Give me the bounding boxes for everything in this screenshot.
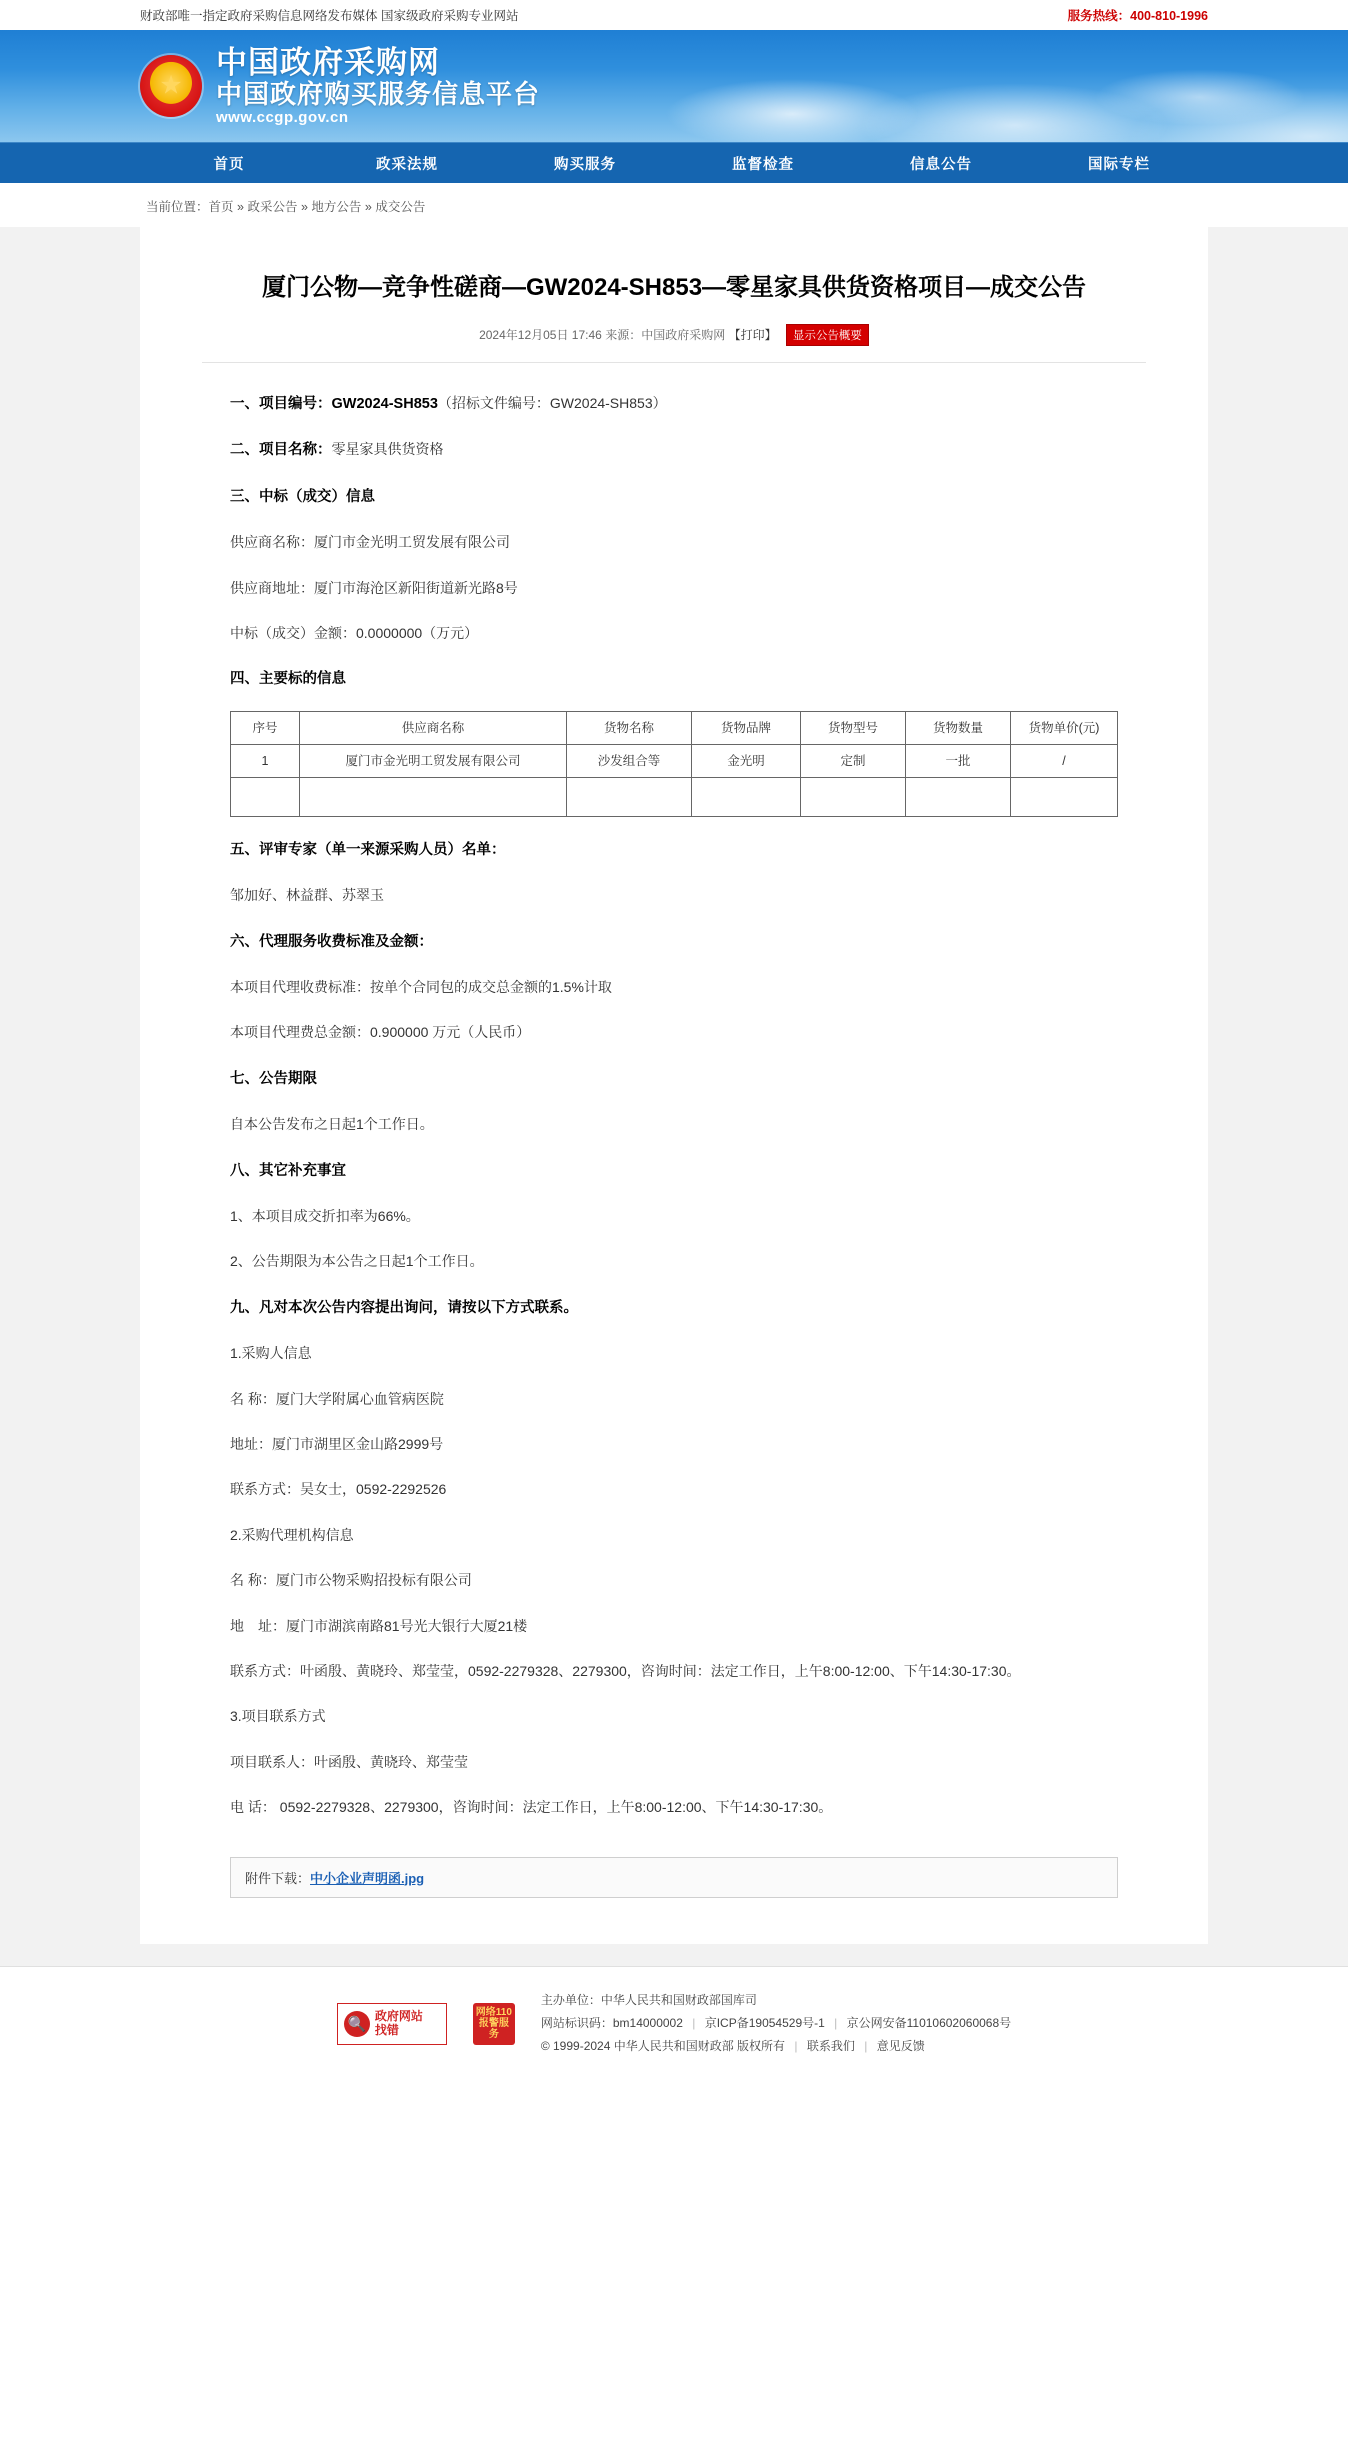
police-record-link[interactable]: 京公网安备11010602060068号 — [846, 2015, 1012, 2030]
breadcrumb-item-announcements[interactable]: 政采公告 — [247, 200, 298, 214]
cell-quantity — [906, 777, 1011, 816]
top-bar — [0, 0, 1348, 30]
copyright: © 1999-2024 中华人民共和国财政部 版权所有 — [540, 2039, 786, 2054]
award-amount: 中标（成交）金额：0.0000000（万元） — [230, 624, 479, 641]
site-name-primary: 中国政府采购网 — [216, 44, 440, 80]
site-banner — [0, 30, 1348, 142]
agency-address: 地 址：厦门市湖滨南路81号光大银行大厦21楼 — [230, 1617, 528, 1634]
table-header-row — [231, 711, 1118, 744]
agency-fee-standard: 本项目代理收费标准：按单个合同包的成交总金额的1.5%计取 — [230, 978, 612, 995]
footer-info — [541, 1989, 1011, 2059]
section-1 — [230, 389, 1118, 419]
section-3-title: 三、中标（成交）信息 — [230, 488, 375, 505]
cell-quantity: 一批 — [906, 744, 1011, 777]
cell-goods-name: 沙发组合等 — [567, 744, 692, 777]
top-bar-slogan: 财政部唯一指定政府采购信息网络发布媒体 国家级政府采购专业网站 — [140, 9, 519, 23]
project-name: 零星家具供货资格 — [331, 441, 444, 458]
section-2-title: 二、项目名称： — [230, 442, 332, 459]
publish-date: 2024年12月05日 17:46 — [479, 327, 602, 342]
cell-model — [801, 777, 906, 816]
breadcrumb-item-local[interactable]: 地方公告 — [311, 200, 362, 214]
nav-item-international[interactable]: 国际专栏 — [1088, 156, 1150, 173]
nav-item-supervision[interactable]: 监督检查 — [732, 156, 794, 173]
magnifier-icon: 🔍 — [344, 2011, 370, 2037]
nav-item-purchase-service[interactable]: 购买服务 — [554, 156, 616, 173]
cell-goods-name — [567, 777, 692, 816]
site-footer — [0, 1966, 1348, 2085]
cell-index: 1 — [231, 744, 300, 777]
agency-contact: 联系方式：叶函殷、黄晓玲、郑莹莹，0592-2279328、2279300，咨询时间：法定工作日，上午8:00-12:00、下午14:30-17:30。 — [230, 1662, 1021, 1679]
section-5-title: 五、评审专家（单一来源采购人员）名单： — [230, 841, 506, 858]
gov-website-report-badge[interactable] — [337, 2003, 447, 2045]
col-index: 序号 — [231, 711, 300, 744]
footer-sep-4: | — [864, 2039, 868, 2054]
table-row — [231, 744, 1118, 777]
main-nav — [0, 142, 1348, 183]
section-1-title: 一、项目编号： — [230, 395, 332, 412]
project-code: GW2024-SH853 — [331, 395, 438, 412]
project-contact-person: 项目联系人：叶函殷、黄晓玲、郑莹莹 — [230, 1753, 468, 1770]
cell-brand — [692, 777, 801, 816]
supplement-item-1: 1、本项目成交折扣率为66%。 — [230, 1208, 420, 1225]
source-name: 中国政府采购网 — [641, 327, 726, 342]
breadcrumb-prefix: 当前位置： — [146, 200, 209, 214]
project-code-note: （招标文件编号：GW2024-SH853） — [437, 394, 667, 411]
project-contact-phone: 电 话： 0592-2279328、2279300，咨询时间：法定工作日，上午8:00-12:00、下午14:30-17:30。 — [230, 1799, 833, 1816]
section-6-title: 六、代理服务收费标准及金额： — [230, 933, 433, 950]
breadcrumb-sep-3: » — [364, 200, 372, 214]
col-model: 货物型号 — [801, 711, 906, 744]
col-brand: 货物品牌 — [692, 711, 801, 744]
site-id-value: bm14000002 — [612, 2015, 683, 2030]
cell-brand: 金光明 — [692, 744, 801, 777]
cell-unit-price: / — [1011, 744, 1118, 777]
section-2 — [230, 435, 1118, 465]
contact-us-link[interactable]: 联系我们 — [806, 2039, 855, 2054]
purchaser-info-head: 1.采购人信息 — [230, 1345, 312, 1362]
cell-index — [231, 777, 300, 816]
supplement-item-2: 2、公告期限为本公告之日起1个工作日。 — [230, 1253, 484, 1270]
site-url: www.ccgp.gov.cn — [216, 108, 349, 126]
icp-link[interactable]: 京ICP备19054529号-1 — [704, 2015, 825, 2030]
source-label: 来源： — [605, 327, 642, 342]
footer-sep-2: | — [834, 2015, 838, 2030]
purchaser-address: 地址：厦门市湖里区金山路2999号 — [230, 1436, 444, 1453]
breadcrumb — [140, 183, 1208, 227]
cell-supplier: 厦门市金光明工贸发展有限公司 — [300, 744, 567, 777]
agency-fee-amount: 本项目代理费总金额：0.900000 万元（人民币） — [230, 1024, 531, 1041]
project-contact-head: 3.项目联系方式 — [230, 1708, 326, 1725]
col-quantity: 货物数量 — [906, 711, 1011, 744]
nav-item-home[interactable]: 首页 — [213, 156, 245, 173]
host-unit: 主办单位：中华人民共和国财政部国库司 — [540, 1992, 757, 2007]
gov-badge-line1: 政府网站 — [374, 2008, 423, 2023]
cell-unit-price — [1011, 777, 1118, 816]
police-seal-icon[interactable]: 网络110 报警服务 — [473, 2003, 515, 2045]
col-unit-price: 货物单价(元) — [1011, 711, 1118, 744]
article-meta — [202, 324, 1146, 363]
section-8-title: 八、其它补充事宜 — [230, 1162, 346, 1179]
article-body — [202, 363, 1146, 1823]
page-title: 厦门公物—竞争性磋商—GW2024-SH853—零星家具供货资格项目—成交公告 — [261, 274, 1087, 301]
agency-name: 名 称：厦门市公物采购招投标有限公司 — [230, 1572, 472, 1589]
cell-model: 定制 — [801, 744, 906, 777]
breadcrumb-sep-1: » — [237, 200, 244, 214]
attachment-box — [230, 1857, 1118, 1898]
goods-table — [230, 711, 1118, 817]
service-hotline: 服务热线：400-810-1996 — [1067, 9, 1208, 23]
print-button[interactable]: 【打印】 — [728, 327, 777, 342]
notice-period: 自本公告发布之日起1个工作日。 — [230, 1116, 434, 1133]
section-7-title: 七、公告期限 — [230, 1070, 317, 1087]
purchaser-name: 名 称：厦门大学附属心血管病医院 — [230, 1390, 444, 1407]
nav-item-regulations[interactable]: 政采法规 — [376, 156, 438, 173]
section-9-title: 九、凡对本次公告内容提出询问，请按以下方式联系。 — [230, 1299, 578, 1316]
nav-item-announcements[interactable]: 信息公告 — [910, 156, 972, 173]
footer-sep-3: | — [794, 2039, 798, 2054]
national-emblem-icon — [140, 55, 202, 117]
section-4-title: 四、主要标的信息 — [230, 671, 346, 688]
cell-supplier — [300, 777, 567, 816]
site-id-label: 网站标识码： — [540, 2015, 613, 2030]
table-row — [231, 777, 1118, 816]
col-goods-name: 货物名称 — [567, 711, 692, 744]
show-summary-badge[interactable]: 显示公告概要 — [786, 324, 869, 346]
footer-sep-1: | — [692, 2015, 696, 2030]
site-name-secondary: 中国政府购买服务信息平台 — [216, 79, 541, 110]
col-supplier: 供应商名称 — [300, 711, 567, 744]
attachment-link[interactable]: 中小企业声明函.jpg — [310, 1870, 425, 1886]
purchaser-contact: 联系方式：吴女士，0592-2292526 — [230, 1481, 447, 1498]
gov-badge-line2: 找错 — [374, 2022, 399, 2037]
breadcrumb-item-result[interactable]: 成交公告 — [375, 200, 426, 214]
agency-info-head: 2.采购代理机构信息 — [230, 1526, 354, 1543]
breadcrumb-sep-2: » — [300, 200, 308, 214]
review-experts: 邹加好、林益群、苏翠玉 — [230, 887, 384, 904]
breadcrumb-item-home[interactable]: 首页 — [208, 200, 234, 214]
supplier-address: 供应商地址：厦门市海沧区新阳街道新光路8号 — [230, 579, 518, 596]
feedback-link[interactable]: 意见反馈 — [876, 2039, 925, 2054]
supplier-name: 供应商名称：厦门市金光明工贸发展有限公司 — [230, 534, 510, 551]
announcement-card — [140, 227, 1208, 1944]
attachment-label: 附件下载： — [245, 1870, 311, 1886]
